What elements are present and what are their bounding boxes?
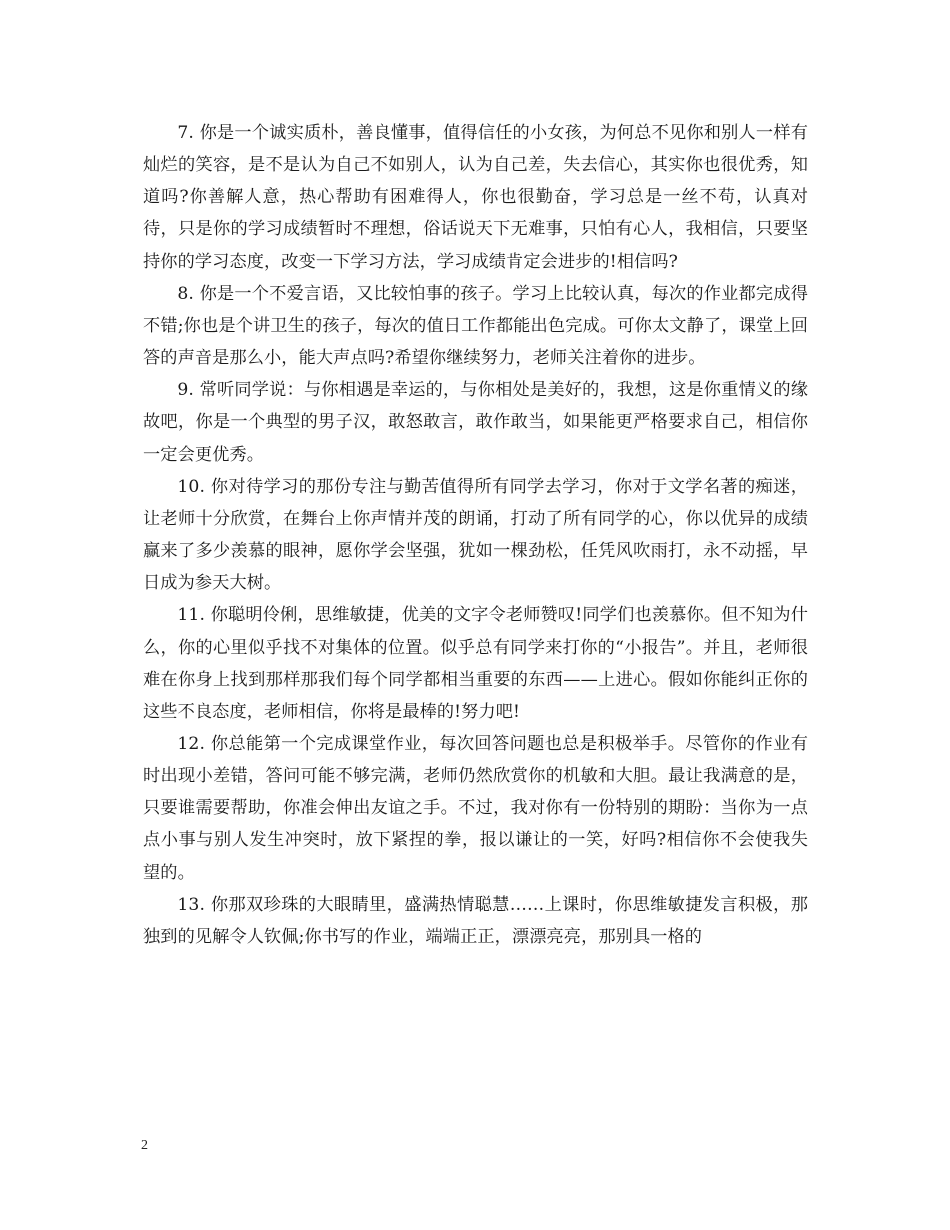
paragraph-13: 13. 你那双珍珠的大眼睛里，盛满热情聪慧……上课时，你思维敏捷发言积极，那独到的见解令人钦佩;你书写的作业，端端正正，漂漂亮亮，那别具一格的 xyxy=(143,894,808,947)
page-number: 2 xyxy=(141,1138,148,1153)
paragraph-7: 7. 你是一个诚实质朴，善良懂事，值得信任的小女孩，为何总不见你和别人一样有灿烂的笑容，是不是认为自己不如别人，认为自己差，失去信心，其实你也很优秀，知道吗?你善解人意，热心帮助有困难得人，你也很勤奋，学习总是一丝不苟，认真对待，只是你的学习成绩暂时不理想，俗话说天下无难事，只怕有心人，我相信，只要坚持你的学习态度，改变一下学习方法，学习成绩肯定会进步的!相信吗? xyxy=(143,123,808,272)
paragraph-8: 8. 你是一个不爱言语，又比较怕事的孩子。学习上比较认真，每次的作业都完成得不错;你也是个讲卫生的孩子，每次的值日工作都能出色完成。可你太文静了，课堂上回答的声音是那么小，能大声点吗?希望你继续努力，老师关注着你的进步。 xyxy=(143,283,808,369)
document-body xyxy=(143,117,808,953)
paragraph-11: 11. 你聪明伶俐，思维敏捷，优美的文字令老师赞叹!同学们也羡慕你。但不知为什么，你的心里似乎找不对集体的位置。似乎总有同学来打你的“小报告”。并且，老师很难在你身上找到那样那我们每个同学都相当重要的东西——上进心。假如你能纠正你的这些不良态度，老师相信，你将是最棒的!努力吧! xyxy=(143,605,808,722)
paragraph-10: 10. 你对待学习的那份专注与勤苦值得所有同学去学习，你对于文学名著的痴迷，让老师十分欣赏，在舞台上你声情并茂的朗诵，打动了所有同学的心，你以优异的成绩赢来了多少羡慕的眼神，愿你学会坚强，犹如一棵劲松，任凭风吹雨打，永不动摇，早日成为参天大树。 xyxy=(143,476,808,594)
paragraph-9: 9. 常听同学说：与你相遇是幸运的，与你相处是美好的，我想，这是你重情义的缘故吧，你是一个典型的男子汉，敢怒敢言，敢作敢当，如果能更严格要求自己，相信你一定会更优秀。 xyxy=(143,380,808,465)
paragraph-12: 12. 你总能第一个完成课堂作业，每次回答问题也总是积极举手。尽管你的作业有时出现小差错，答问可能不够完满，老师仍然欣赏你的机敏和大胆。最让我满意的是，只要谁需要帮助，你准会伸出友谊之手。不过，我对你有一份特别的期盼：当你为一点点小事与别人发生冲突时，放下紧捏的拳，报以谦让的一笑，好吗?相信你不会使我失望的。 xyxy=(143,733,808,883)
